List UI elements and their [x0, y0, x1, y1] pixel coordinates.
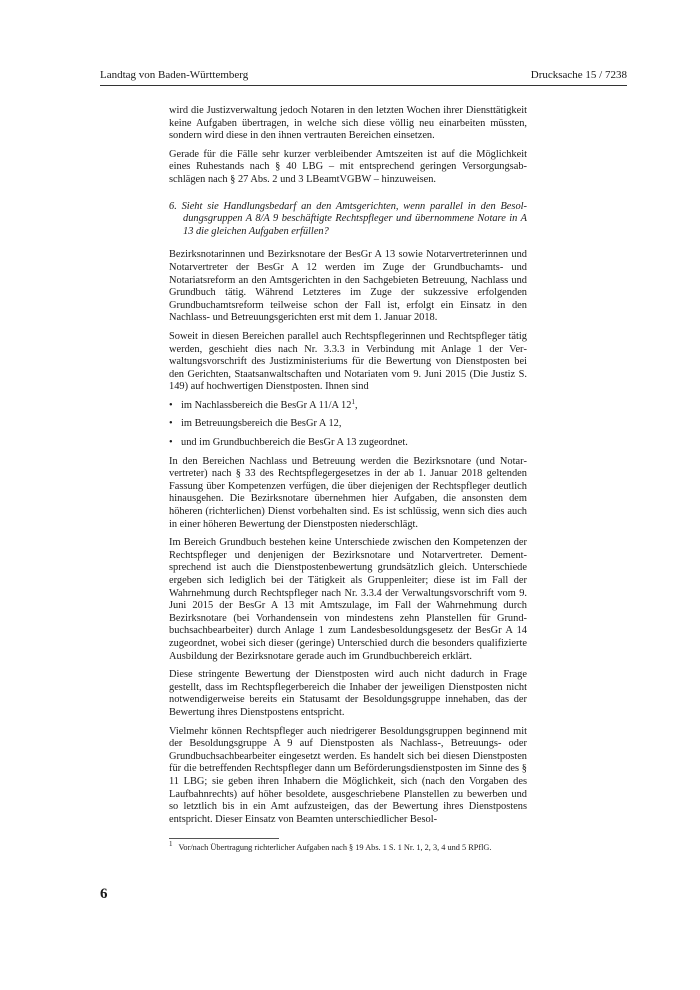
bullet-list [169, 397, 527, 450]
header-parliament: Landtag von Baden-Württemberg [100, 69, 249, 81]
page-number: 6 [100, 886, 108, 902]
paragraph-3: Bezirksnotarinnen und Bezirksnotare der BesGr A 13 sowie Notarvertreterinnen und Notarvertreter der BesGr A 12 werden im Zuge der Grundbuchamts- und Notariatsreform an den Amtsgerichten in den Sachgebieten Betreuung, Nachlass und Grundbuch tätig. Während Letzteres im Zuge der sukzessive erfolgenden Grundbuchamtsreform teilweise schon der Fall ist, erfolgt ein Einsatz in den Nachlass- und Betreuungsgerichten erst mit dem 1. Januar 2018. [169, 249, 527, 324]
question-6 [169, 201, 527, 239]
paragraph-2: Gerade für die Fälle sehr kurzer verbleibender Amtszeiten ist auf die Möglichkeit eines Ruhestands nach § 40 LBG – mit entsprechend geringen Versorgungsabschlägen nach § 27 Abs. 2 und 3 LBeamtVGBW – hinzuweisen. [169, 148, 527, 185]
list-item-punct: , [354, 399, 358, 411]
body-text [169, 105, 527, 832]
list-item [169, 397, 527, 413]
paragraph-6: Im Bereich Grundbuch bestehen keine Unterschiede zwischen den Kompetenzen der Rechtspfleger und denjenigen der Bezirksnotare und Notarvertreter. Dementsprechend ist auch die Dienstpostenbewertung grundsätzlich gleich. Unterschiede ergeben sich lediglich bei der Tätigkeit als Gruppenleiter; diese ist im Fall der Wahrnehmung durch Rechtspfleger nach Nr. 3.3.4 der Verwaltungsvorschrift vom 9. Juni 2015 der BesGr A 13 mit Amtszulage, im Fall der Wahrnehmung durch Bezirksnotare (bei Vorhandensein von mindestens zehn Planstellen für Grundbuchsachbearbeiter) durch Anlage 1 zum Landesbesoldungsgesetz der BesGr A 14 zugeordnet, wobei sich dieser (geringe) Unterschied durch die besonders qualifizierte Ausbildung der Bezirksnotare gerade auch im Grundbuchbereich erklärt. [169, 537, 527, 662]
header-document-number: Drucksache 15 / 7238 [530, 69, 627, 81]
footnote-rule [169, 838, 279, 839]
paragraph-8: Vielmehr können Rechtspfleger auch niedrigerer Besoldungsgruppen beginnend mit der Besoldungsgruppe A 9 auf Dienstposten als Nachlass-, Betreuungs- oder Grundbuchsachbearbeiter eingesetzt werden. Es handelt sich bei diesen Dienstposten für die betreffenden Rechtspfleger dann um Beförderungsdienstposten im Sinne des § 11 LBG; sie geben ihren Inhabern die Möglichkeit, sich (nach den Vorgaben des Laufbahnrechts) auf höher besoldete, ausgeschriebene Planstellen zu bewerben und so letztlich bis in ein Amt aufzusteigen, das der Bewertung ihres Dienstpostens entspricht. Dieser Einsatz von Beamten unterschiedlicher Besol- [169, 725, 527, 825]
paragraph-7: Diese stringente Bewertung der Dienstposten wird auch nicht dadurch in Frage gestellt, dass im Rechtspflegerbereich die Inhaber der jeweiligen Dienstposten nicht notwendigerweise bereits ein Statusamt der Besoldungsgruppe innehaben, das der Bewertung ihres Dienstpostens entspricht. [169, 669, 527, 718]
question-text: Sieht sie Handlungsbedarf an den Amtsgerichten, wenn parallel in den Besoldungsgruppen A 8/A 9 beschäftigte Rechtspfleger und übernommene Notare in A 13 die gleichen Aufgaben erfüllen? [181, 200, 527, 237]
footnote [169, 842, 529, 853]
header-rule [100, 85, 627, 86]
bullet-icon: • [169, 399, 173, 411]
footnote-text: Vor/nach Übertragung richterlicher Aufgaben nach § 19 Abs. 1 S. 1 Nr. 1, 2, 3, 4 und 5 RPflG. [178, 843, 492, 852]
paragraph-4: Soweit in diesen Bereichen parallel auch Rechtspflegerinnen und Rechtspfleger tätig werden, geschieht dies nach Nr. 3.3.3 in Verbindung mit Anlage 1 der Verwaltungsvorschrift des Justizministeriums für die Bewertung von Dienstposten bei den Gerichten, Staatsanwaltschaften und Notariaten vom 9. Juni 2015 (Die Justiz S. 149) auf hochwertigen Dienstposten. Ihnen sind [169, 330, 527, 393]
footnote-number: 1 [169, 840, 173, 848]
list-item-text: und im Grundbuchbereich die BesGr A 13 zugeordnet. [181, 437, 408, 449]
list-item-text: im Betreuungsbereich die BesGr A 12, [181, 418, 342, 430]
list-item [169, 418, 527, 431]
bullet-icon: • [169, 418, 173, 430]
footnote-ref: 1 [351, 397, 355, 406]
question-number: 6. [169, 200, 177, 212]
paragraph-1: wird die Justizverwaltung jedoch Notaren in den letzten Wochen ihrer Diensttätigkeit keine Aufgaben übertragen, in welche sich diese völlig neu einarbeiten müssten, sondern wird diese in den ihnen vertrauten Bereichen einsetzen. [169, 105, 527, 142]
list-item-text: im Nachlassbereich die BesGr A 11/A 12 [181, 399, 352, 411]
running-header [100, 66, 627, 84]
list-item [169, 437, 527, 450]
bullet-icon: • [169, 437, 173, 449]
paragraph-5: In den Bereichen Nachlass und Betreuung werden die Bezirksnotare (und Notarvertreter) nach § 33 des Rechtspflegergesetzes in der ab 1. Januar 2018 geltenden Fassung über Kompetenzen verfügen, die über diejenigen der Rechtspfleger deutlich hinausgehen. Die Bezirksnotare übernehmen hier Aufgaben, die ansonsten dem höheren (richterlichen) Dienst vorbehalten sind. Es ist schlüssig, wenn sich dies auch in einer höheren Bewertung der Dienstposten niederschlägt. [169, 455, 527, 530]
